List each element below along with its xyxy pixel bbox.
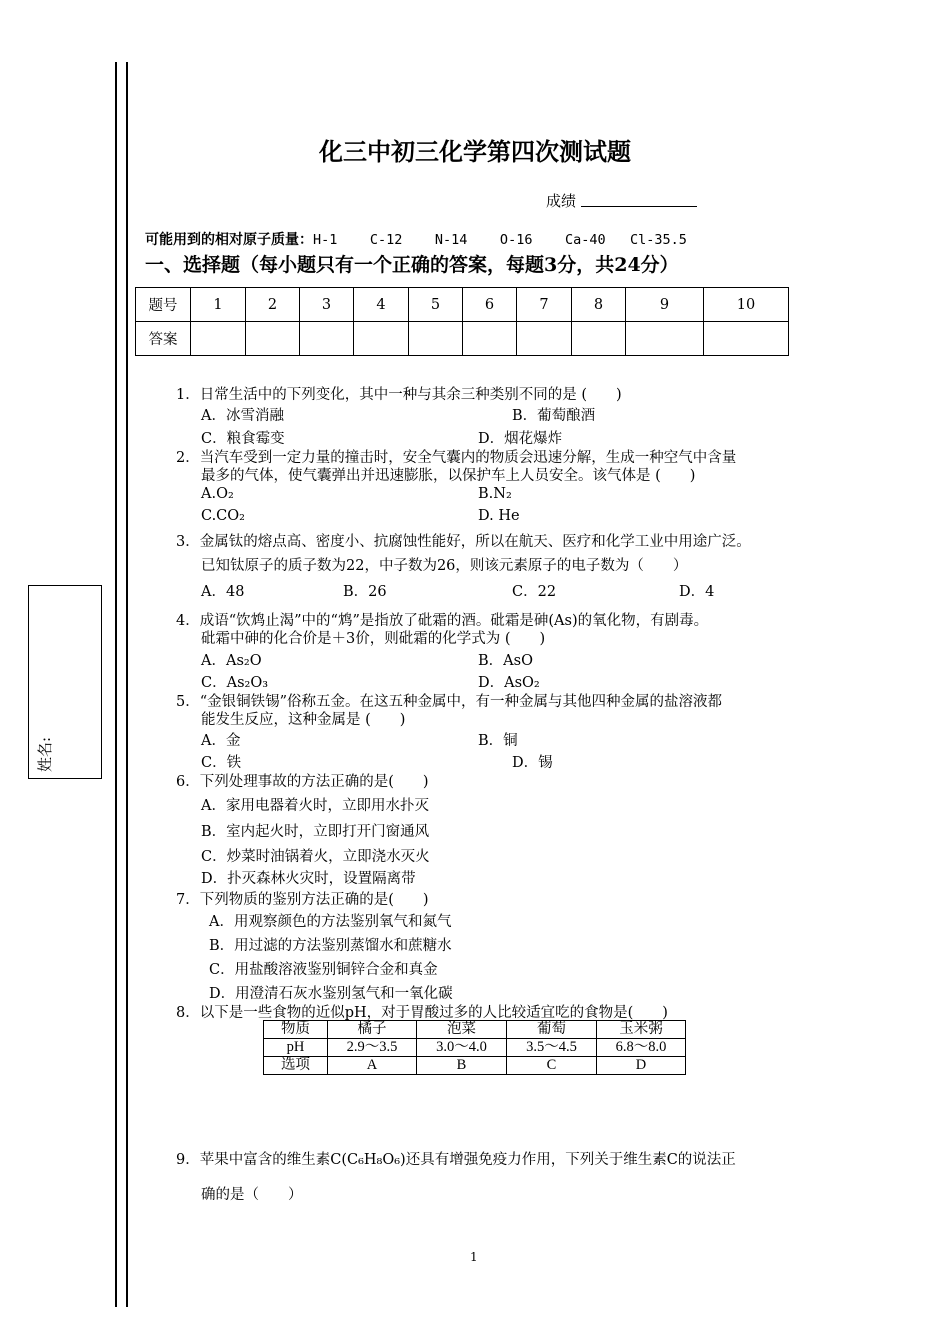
- table-cell: 题号: [136, 288, 191, 322]
- question-9-line1: 9．苹果中富含的维生素C(C₆H₈O₆)还具有增强免疫力作用，下列关于维生素C的说法正: [176, 1152, 736, 1168]
- question-1-option-c: C．粮食霉变: [201, 431, 285, 447]
- table-cell: C: [507, 1057, 597, 1075]
- table-cell: 2.9～3.5: [328, 1039, 417, 1057]
- question-4-option-d: D．AsO₂: [478, 675, 540, 691]
- question-5-option-a: A．金: [201, 733, 241, 749]
- section-heading: 一、选择题（每小题只有一个正确的答案，每题3分，共24分）: [145, 254, 679, 276]
- question-4-option-b: B．AsO: [478, 653, 533, 669]
- answer-cell[interactable]: [626, 322, 704, 356]
- table-row: [264, 1039, 686, 1057]
- table-cell: D: [597, 1057, 686, 1075]
- question-4-line1: 4．成语“饮鸩止渴”中的“鸩”是指放了砒霜的酒。砒霜是砷(As)的氧化物，有剧毒。: [176, 613, 709, 629]
- question-7-option-a: A．用观察颜色的方法鉴别氧气和氮气: [209, 914, 452, 930]
- atomic-mass-values: H-1 C-12 N-14 O-16 Ca-40 Cl-35.5: [313, 232, 687, 248]
- question-6-option-d: D．扑灭森林火灾时，设置隔离带: [201, 871, 416, 887]
- question-1-option-d: D．烟花爆炸: [478, 431, 563, 447]
- binding-line-right: [126, 62, 128, 1307]
- question-5-line2: 能发生反应，这种金属是 ( ): [201, 712, 406, 728]
- question-1-option-a: A．冰雪消融: [201, 408, 284, 424]
- question-3-option-a: A．48: [201, 584, 245, 600]
- question-7-stem: 7．下列物质的鉴别方法正确的是( ): [176, 892, 429, 908]
- table-cell: 葡萄: [507, 1021, 597, 1039]
- question-5-option-b: B．铜: [478, 733, 518, 749]
- answer-cell[interactable]: [300, 322, 354, 356]
- table-cell: pH: [264, 1039, 328, 1057]
- table-row: [264, 1021, 686, 1039]
- table-row: [264, 1057, 686, 1075]
- question-5-option-d: D．锡: [512, 755, 553, 771]
- question-4-option-c: C．As₂O₃: [201, 675, 269, 691]
- food-ph-table: [263, 1020, 686, 1075]
- table-cell: 物质: [264, 1021, 328, 1039]
- answer-cell[interactable]: [704, 322, 789, 356]
- table-cell: 6.8～8.0: [597, 1039, 686, 1057]
- question-2-option-a: A.O₂: [201, 486, 234, 502]
- question-7-option-b: B．用过滤的方法鉴别蒸馏水和蔗糖水: [209, 938, 452, 954]
- table-cell: 7: [517, 288, 572, 322]
- question-2-line2: 最多的气体，使气囊弹出并迅速膨胀，以保护车上人员安全。该气体是 ( ): [201, 468, 696, 484]
- table-cell: 6: [463, 288, 517, 322]
- binding-line-left: [115, 62, 117, 1307]
- score-blank[interactable]: [581, 206, 697, 207]
- question-3-option-b: B．26: [343, 584, 387, 600]
- question-8-stem: 8．以下是一些食物的近似pH，对于胃酸过多的人比较适宜吃的食物是( ): [176, 1005, 668, 1021]
- question-3-option-d: D．4: [679, 584, 715, 600]
- answer-table-header-row: [136, 288, 789, 322]
- question-6-stem: 6．下列处理事故的方法正确的是( ): [176, 774, 429, 790]
- answer-table-answer-row: [136, 322, 789, 356]
- question-2-option-d: D. He: [478, 508, 520, 524]
- question-1-stem: 1．日常生活中的下列变化，其中一种与其余三种类别不同的是 ( ): [176, 387, 622, 403]
- table-cell: 3.0～4.0: [417, 1039, 507, 1057]
- table-cell: 泡菜: [417, 1021, 507, 1039]
- question-6-option-a: A．家用电器着火时，立即用水扑灭: [201, 798, 429, 814]
- answer-cell[interactable]: [354, 322, 409, 356]
- answer-cell[interactable]: [517, 322, 572, 356]
- table-cell: 8: [572, 288, 626, 322]
- question-2-option-c: C.CO₂: [201, 508, 245, 524]
- question-3-line1: 3．金属钛的熔点高、密度小、抗腐蚀性能好，所以在航天、医疗和化学工业中用途广泛。: [176, 534, 751, 550]
- question-3-option-c: C．22: [512, 584, 557, 600]
- question-2-option-b: B.N₂: [478, 486, 512, 502]
- name-label: 姓名:: [36, 736, 54, 772]
- table-cell: 橘子: [328, 1021, 417, 1039]
- table-cell: B: [417, 1057, 507, 1075]
- table-cell: 2: [246, 288, 300, 322]
- answer-table: [135, 287, 789, 356]
- table-cell: 选项: [264, 1057, 328, 1075]
- answer-cell[interactable]: [246, 322, 300, 356]
- table-cell: 1: [191, 288, 246, 322]
- table-cell: 答案: [136, 322, 191, 356]
- score-label: 成绩: [546, 192, 577, 210]
- question-5-line1: 5．“金银铜铁锡”俗称五金。在这五种金属中，有一种金属与其他四种金属的盐溶液都: [176, 694, 723, 710]
- question-9-line2: 确的是（ ）: [201, 1187, 303, 1203]
- page-title: 化三中初三化学第四次测试题: [319, 137, 631, 166]
- answer-cell[interactable]: [409, 322, 463, 356]
- table-cell: A: [328, 1057, 417, 1075]
- page-number: 1: [470, 1250, 478, 1264]
- table-cell: 10: [704, 288, 789, 322]
- question-7-option-d: D．用澄清石灰水鉴别氢气和一氧化碳: [209, 986, 453, 1002]
- question-7-option-c: C．用盐酸溶液鉴别铜锌合金和真金: [209, 962, 438, 978]
- answer-cell[interactable]: [463, 322, 517, 356]
- table-cell: 4: [354, 288, 409, 322]
- atomic-mass-label: 可能用到的相对原子质量：: [145, 232, 313, 248]
- question-6-option-b: B．室内起火时，立即打开门窗通风: [201, 824, 430, 840]
- question-2-line1: 2．当汽车受到一定力量的撞击时，安全气囊内的物质会迅速分解，生成一种空气中含量: [176, 450, 737, 466]
- question-4-line2: 砒霜中砷的化合价是＋3价，则砒霜的化学式为 ( ): [201, 631, 546, 647]
- atomic-mass-line: [145, 229, 687, 249]
- table-cell: 5: [409, 288, 463, 322]
- question-4-option-a: A．As₂O: [201, 653, 262, 669]
- question-5-option-c: C．铁: [201, 755, 242, 771]
- question-6-option-c: C．炒菜时油锅着火，立即浇水灭火: [201, 849, 430, 865]
- table-cell: 9: [626, 288, 704, 322]
- table-cell: 3: [300, 288, 354, 322]
- table-cell: 3.5～4.5: [507, 1039, 597, 1057]
- question-1-option-b: B．葡萄酿酒: [512, 408, 596, 424]
- table-cell: 玉米粥: [597, 1021, 686, 1039]
- answer-cell[interactable]: [572, 322, 626, 356]
- answer-cell[interactable]: [191, 322, 246, 356]
- question-3-line2: 已知钛原子的质子数为22，中子数为26，则该元素原子的电子数为（ ）: [201, 558, 688, 574]
